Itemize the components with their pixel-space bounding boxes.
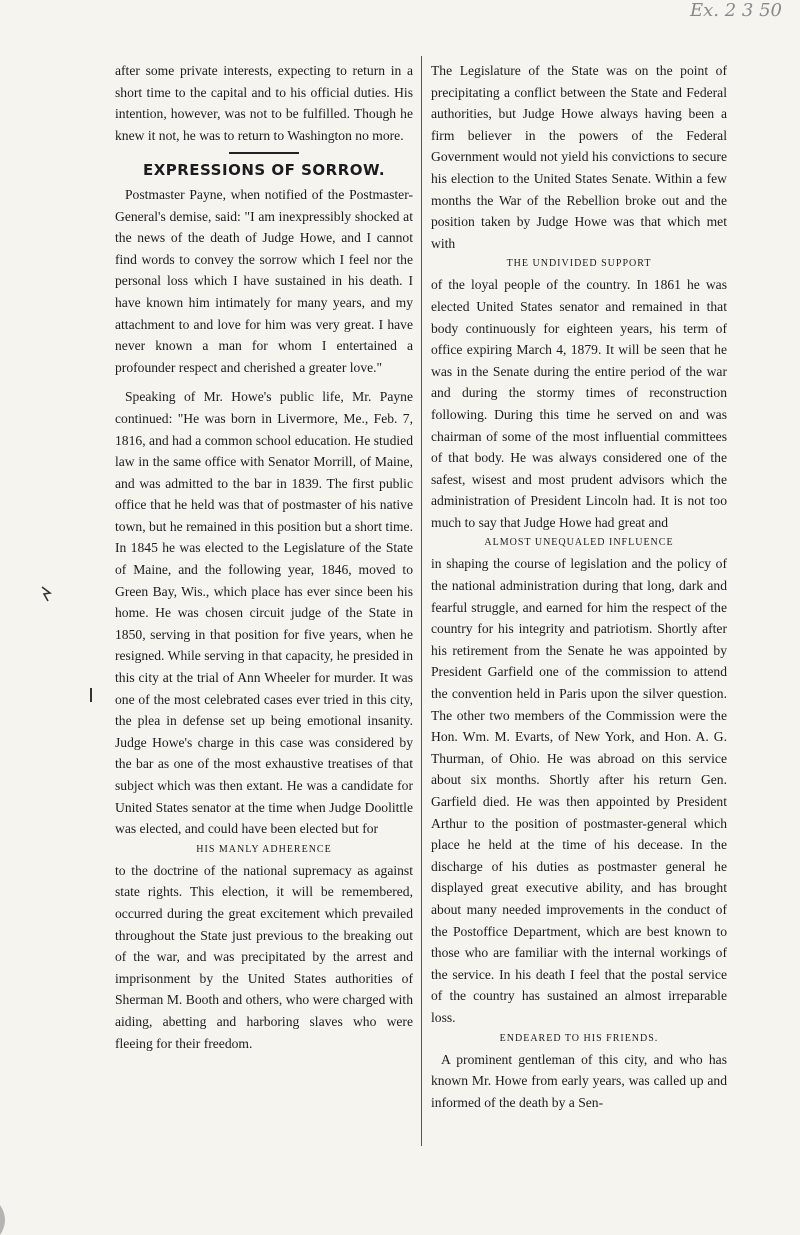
margin-tick: [90, 688, 92, 702]
right-paragraph-1: The Legislature of the State was on the point of precipitating a conflict between the State and Federal authorities, but Judge Howe always having been a firm believer in the powers of the Federal Government would not yield his convictions to secure his election to the United States Senate. Within a few months the War of the Rebellion broke out and the position taken by Judge Howe was that which met with: [431, 63, 727, 251]
section-rule: [229, 152, 299, 154]
handwritten-corner-note: Ex. 2 3 50: [690, 0, 782, 21]
page-corner-shadow: [0, 1195, 30, 1235]
headline-expressions-of-sorrow: EXPRESSIONS OF SORROW.: [142, 161, 386, 180]
right-paragraph-2: of the loyal people of the country. In 1861 he was elected United States senator and remained in that body continuously for eighteen years, his term of office expiring March 4, 1879. It will be seen that he was in the Senate during the entire period of the war and during the stormy times of reconstruction following. During this time he served on and was chairman of some of the most influential committees of that body. He was always considered one of the safest, wisest and most prudent advisors which the administration of President Lincoln had. It is not too much to say that Judge Howe had great and: [431, 277, 727, 530]
left-column: [115, 60, 413, 1054]
left-paragraph-1: after some private interests, expecting to return in a short time to the capital and to his official duties. His intention, however, was not to be fulfilled. Though he knew it not, he was to return to Washington no more.: [115, 63, 413, 143]
right-paragraph-3: in shaping the course of legislation and the policy of the national administration during that long, dark and fearful struggle, and earned for him the respect of the country for his integrity and patriotism. Shortly after his retirement from the Senate he was appointed by President Garfield one of the commission to attend the convention held in Paris upon the silver question. The other two members of the Commission were the Hon. Wm. M. Evarts, of New York, and Hon. A. G. Thurman, of Ohio. He was abroad on this service about six months. Shortly after his return Gen. Garfield died. He was then appointed by President Arthur to the position of postmaster-general which place he held at the time of his decease. In the discharge of his duties as postmaster general he displayed great executive ability, and has brought about many needed improvements in the conduct of the Postoffice Department, which are best known to those who are familiar with the internal workings of the service. In his death I feel that the postal service of the country has sustained an almost irreparable loss.: [431, 556, 727, 1025]
margin-mark-icon: [40, 585, 54, 603]
subhead-undivided-support: THE UNDIVIDED SUPPORT: [506, 258, 652, 270]
left-paragraph-2: Postmaster Payne, when notified of the Postmaster-General's demise, said: "I am inexpressibly shocked at the news of the death of Judge Howe, and I cannot find words to convey the sorrow which I feel nor the personal loss which I have sustained in his death. I have known him intimately for many years, and my attachment to and love for him was very great. I have never known a man for whom I entertained a profounder respect and cherished a greater love.": [115, 186, 413, 375]
subhead-almost-unequaled-influence: ALMOST UNEQUALED INFLUENCE: [484, 537, 674, 549]
left-paragraph-3: Speaking of Mr. Howe's public life, Mr. Payne continued: "He was born in Livermore, Me., Feb. 7, 1816, and had a common school education. He studied law in the same office with Senator Morrill, of Maine, and was admitted to the bar in 1839. The first public office that he held was that of postmaster of his native town, but he remained in this position but a short time. In 1845 he was elected to the Legislature of the State of Maine, and the following year, 1846, moved to Green Bay, Wis., which place has ever since been his home. He was chosen circuit judge of the State in 1850, serving in that position for five years, when he resigned. While serving in that capacity, he presided in this city at the trial of Ann Wheeler for murder. It was one of the most celebrated cases ever tried in this city, the plea in defense set up being emotional insanity. Judge Howe's charge in this case was considered by the bar as one of the most exhaustive treatises of that subject which was then extant. He was a candidate for United States senator at the time when Judge Doolittle was elected, and could have been elected but for: [115, 389, 413, 837]
right-column: [431, 60, 727, 1113]
left-paragraph-4: to the doctrine of the national supremacy as against state rights. This election, it will be remembered, occurred during the great excitement which prevailed throughout the State just previous to the breaking out of the war, and was precipitated by the arrest and imprisonment by the United States authorities of Sherman M. Booth and others, who were charged with aiding, abetting and harboring slaves who were fleeing for their freedom.: [115, 862, 413, 1051]
column-divider: [421, 56, 422, 1146]
subhead-endeared-to-his-friends: ENDEARED TO HIS FRIENDS.: [499, 1032, 659, 1044]
subhead-his-manly-adherence: HIS MANLY ADHERENCE: [196, 843, 332, 855]
right-paragraph-4: A prominent gentleman of this city, and who has known Mr. Howe from early years, was called up and informed of the death by a Sen-: [431, 1051, 727, 1110]
